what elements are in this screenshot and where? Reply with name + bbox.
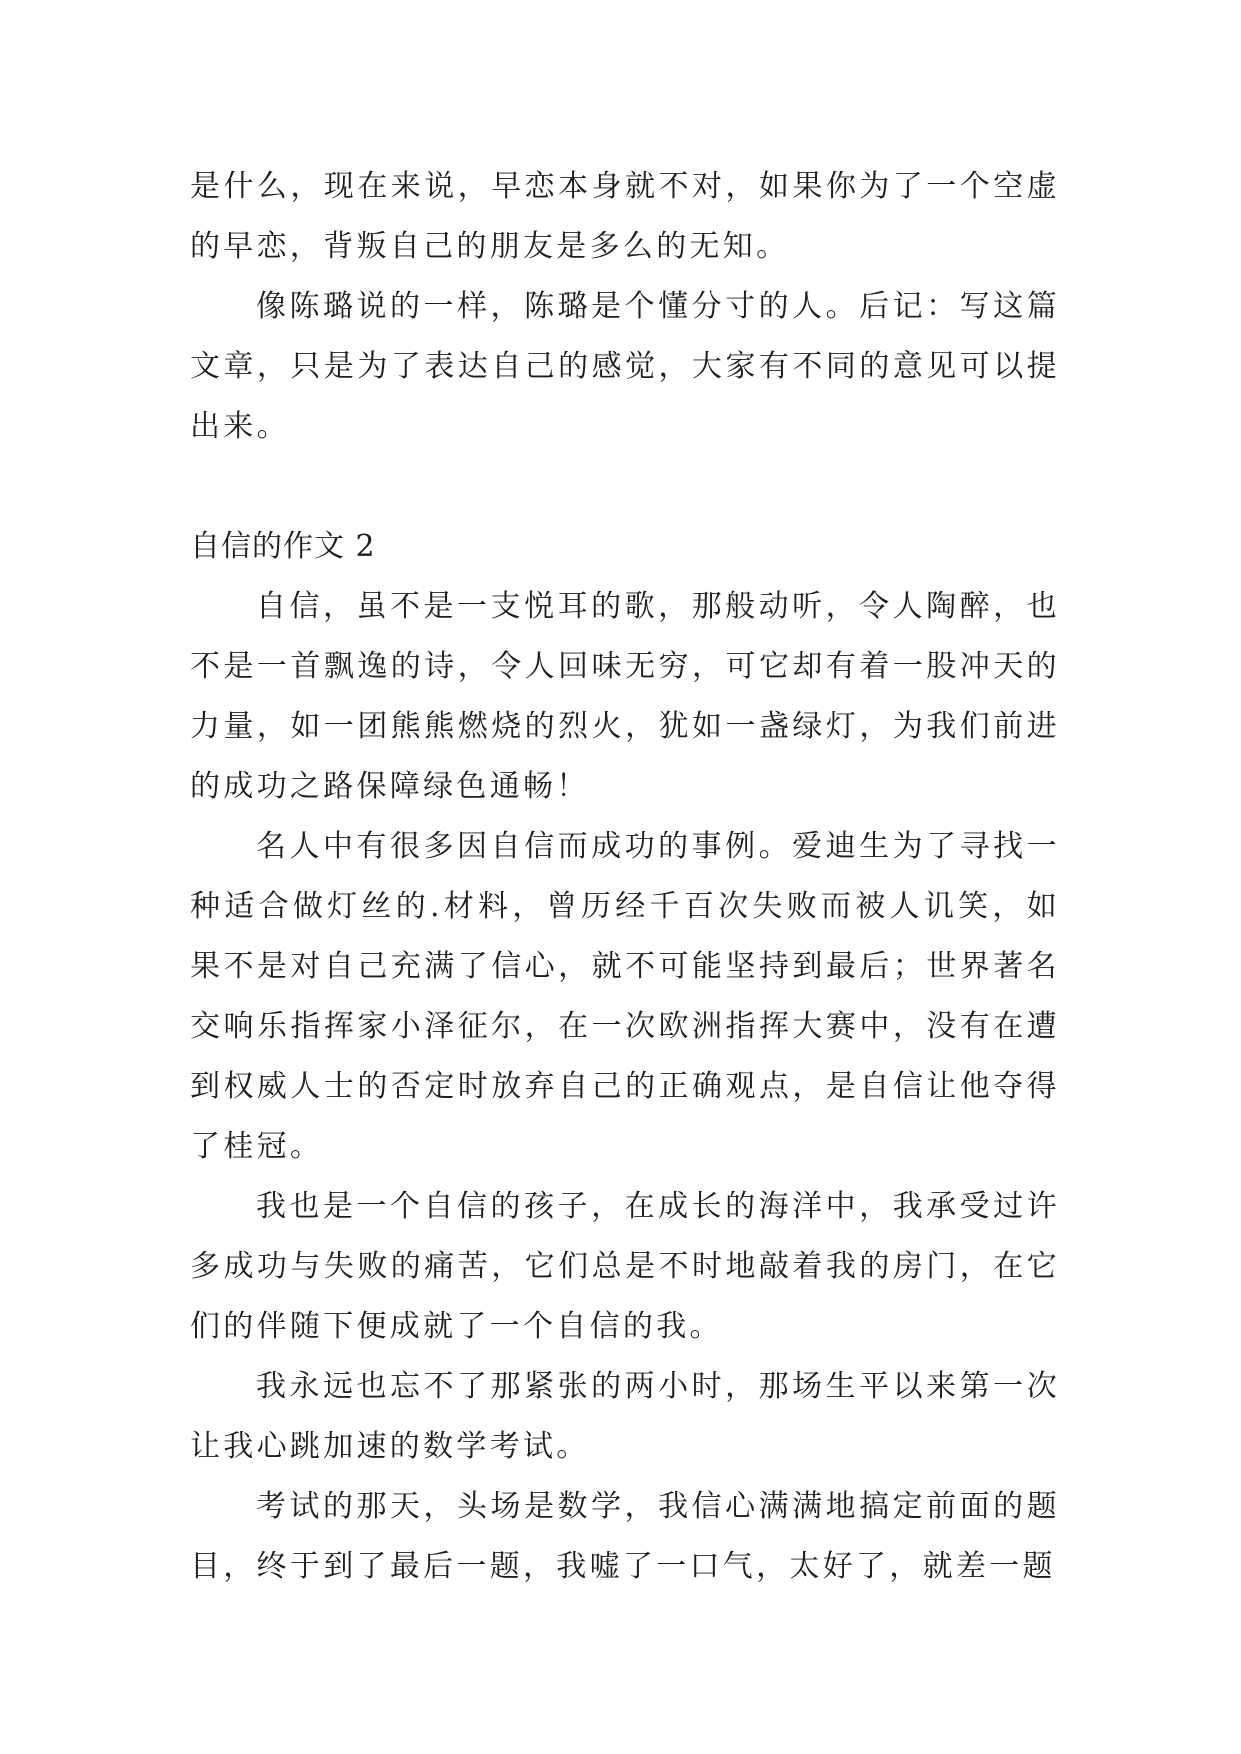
paragraph: 我永远也忘不了那紧张的两小时，那场生平以来第一次让我心跳加速的数学考试。: [190, 1369, 1060, 1464]
document-body: [190, 157, 1060, 1597]
paragraph-continued: 是什么，现在来说，早恋本身就不对，如果你为了一个空虚的早恋，背叛自己的朋友是多么的无知。: [190, 169, 1060, 264]
paragraph: 自信，虽不是一支悦耳的歌，那般动听，令人陶醉，也不是一首飘逸的诗，令人回味无穷，可它却有着一股冲天的力量，如一团熊熊燃烧的烈火，犹如一盏绿灯，为我们前进的成功之路保障绿色通畅！: [190, 589, 1060, 804]
paragraph: 我也是一个自信的孩子，在成长的海洋中，我承受过许多成功与失败的痛苦，它们总是不时地敲着我的房门，在它们的伴随下便成就了一个自信的我。: [190, 1189, 1060, 1344]
paragraph: 考试的那天，头场是数学，我信心满满地搞定前面的题目，终于到了最后一题，我嘘了一口气，太好了，就差一题: [190, 1489, 1060, 1584]
paragraph: 名人中有很多因自信而成功的事例。爱迪生为了寻找一种适合做灯丝的.材料，曾历经千百次失败而被人讥笑，如果不是对自己充满了信心，就不可能坚持到最后；世界著名交响乐指挥家小泽征尔，在一次欧洲指挥大赛中，没有在遭到权威人士的否定时放弃自己的正确观点，是自信让他夺得了桂冠。: [190, 829, 1060, 1164]
section-title: 自信的作文 2: [190, 529, 376, 564]
paragraph-postscript: 像陈璐说的一样，陈璐是个懂分寸的人。后记：写这篇文章，只是为了表达自己的感觉，大家有不同的意见可以提出来。: [190, 289, 1060, 444]
